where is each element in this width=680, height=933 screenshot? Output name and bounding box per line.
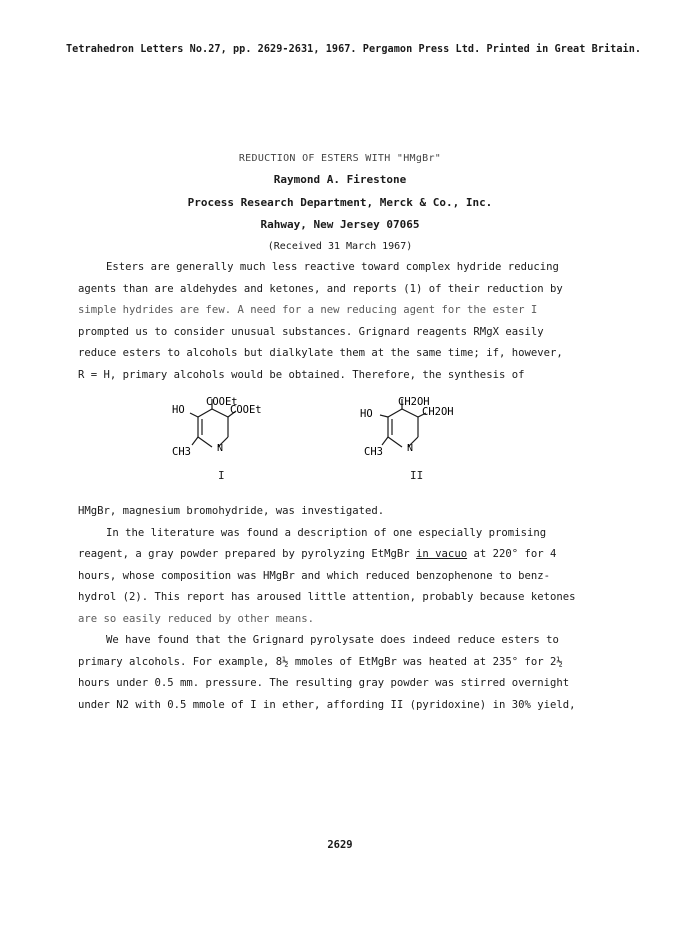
substituent-left: HO [172, 404, 185, 416]
text-line: hours under 0.5 mm. pressure. The resulting gray powder was stirred overnight [78, 677, 570, 689]
text-line: HMgBr, magnesium bromohydride, was investigated. [78, 505, 385, 517]
text-line: simple hydrides are few. A need for a new reducing agent for the ester I [78, 304, 538, 316]
substituent-right: CH2OH [422, 406, 454, 418]
ring-nitrogen: N [217, 443, 224, 454]
paragraph-intro [78, 257, 618, 386]
substituent-left: HO [360, 408, 373, 420]
text-line: primary alcohols. For example, 8½ mmoles of EtMgBr was heated at 235° for 2½ [78, 655, 563, 668]
compound-label-1: I [218, 469, 225, 482]
structure-compound-1 [170, 395, 300, 465]
compound-label-2: II [410, 469, 424, 482]
substituent-methyl: CH3 [364, 446, 383, 458]
text-line: agents than are aldehydes and ketones, and reports (1) of their reduction by [78, 282, 563, 295]
substituent-top: CH2OH [398, 396, 430, 408]
text-line: We have found that the Grignard pyrolysate does indeed reduce esters to [106, 634, 559, 646]
article-title: REDUCTION OF ESTERS WITH "HMgBr" [238, 153, 442, 164]
text-line: R = H, primary alcohols would be obtained. Therefore, the synthesis of [78, 368, 525, 381]
chemical-structures [0, 395, 680, 495]
author-name: Raymond A. Firestone [273, 173, 407, 186]
text-line: In the literature was found a description of one especially promising [106, 526, 547, 539]
text-line: under N2 with 0.5 mmole of I in ether, affording II (pyridoxine) in 30% yield, [78, 698, 576, 711]
text-line: hours, whose composition was HMgBr and which reduced benzophenone to benz- [78, 569, 550, 582]
text-line: are so easily reduced by other means. [78, 612, 314, 625]
received-date: (Received 31 March 1967) [267, 241, 413, 252]
author-affiliation: Process Research Department, Merck & Co., Inc. [187, 196, 493, 209]
substituent-right: COOEt [230, 404, 262, 416]
text-line [78, 544, 618, 566]
text-line: prompted us to consider unusual substances. Grignard reagents RMgX easily [78, 325, 544, 338]
ring-nitrogen: N [407, 443, 414, 454]
substituent-top: COOEt [206, 396, 238, 408]
text-line: hydrol (2). This report has aroused little attention, probably because ketones [78, 591, 576, 603]
text-line: reduce esters to alcohols but dialkylate them at the same time; if, however, [78, 347, 563, 359]
affiliation-location: Rahway, New Jersey 07065 [260, 218, 420, 231]
substituent-methyl: CH3 [172, 446, 191, 458]
paragraph-results [78, 501, 618, 716]
text-line: Esters are generally much less reactive toward complex hydride reducing [106, 261, 559, 273]
text-segment: at 220° for 4 [467, 548, 557, 560]
journal-citation-header: Tetrahedron Letters No.27, pp. 2629-2631, 1967. Pergamon Press Ltd. Printed in Great Britain. [66, 44, 642, 55]
page-number: 2629 [327, 839, 353, 851]
structure-compound-2 [360, 395, 490, 465]
italic-term-in-vacuo: in vacuo [416, 548, 468, 560]
text-segment: reagent, a gray powder prepared by pyrolyzing EtMgBr [78, 548, 417, 560]
